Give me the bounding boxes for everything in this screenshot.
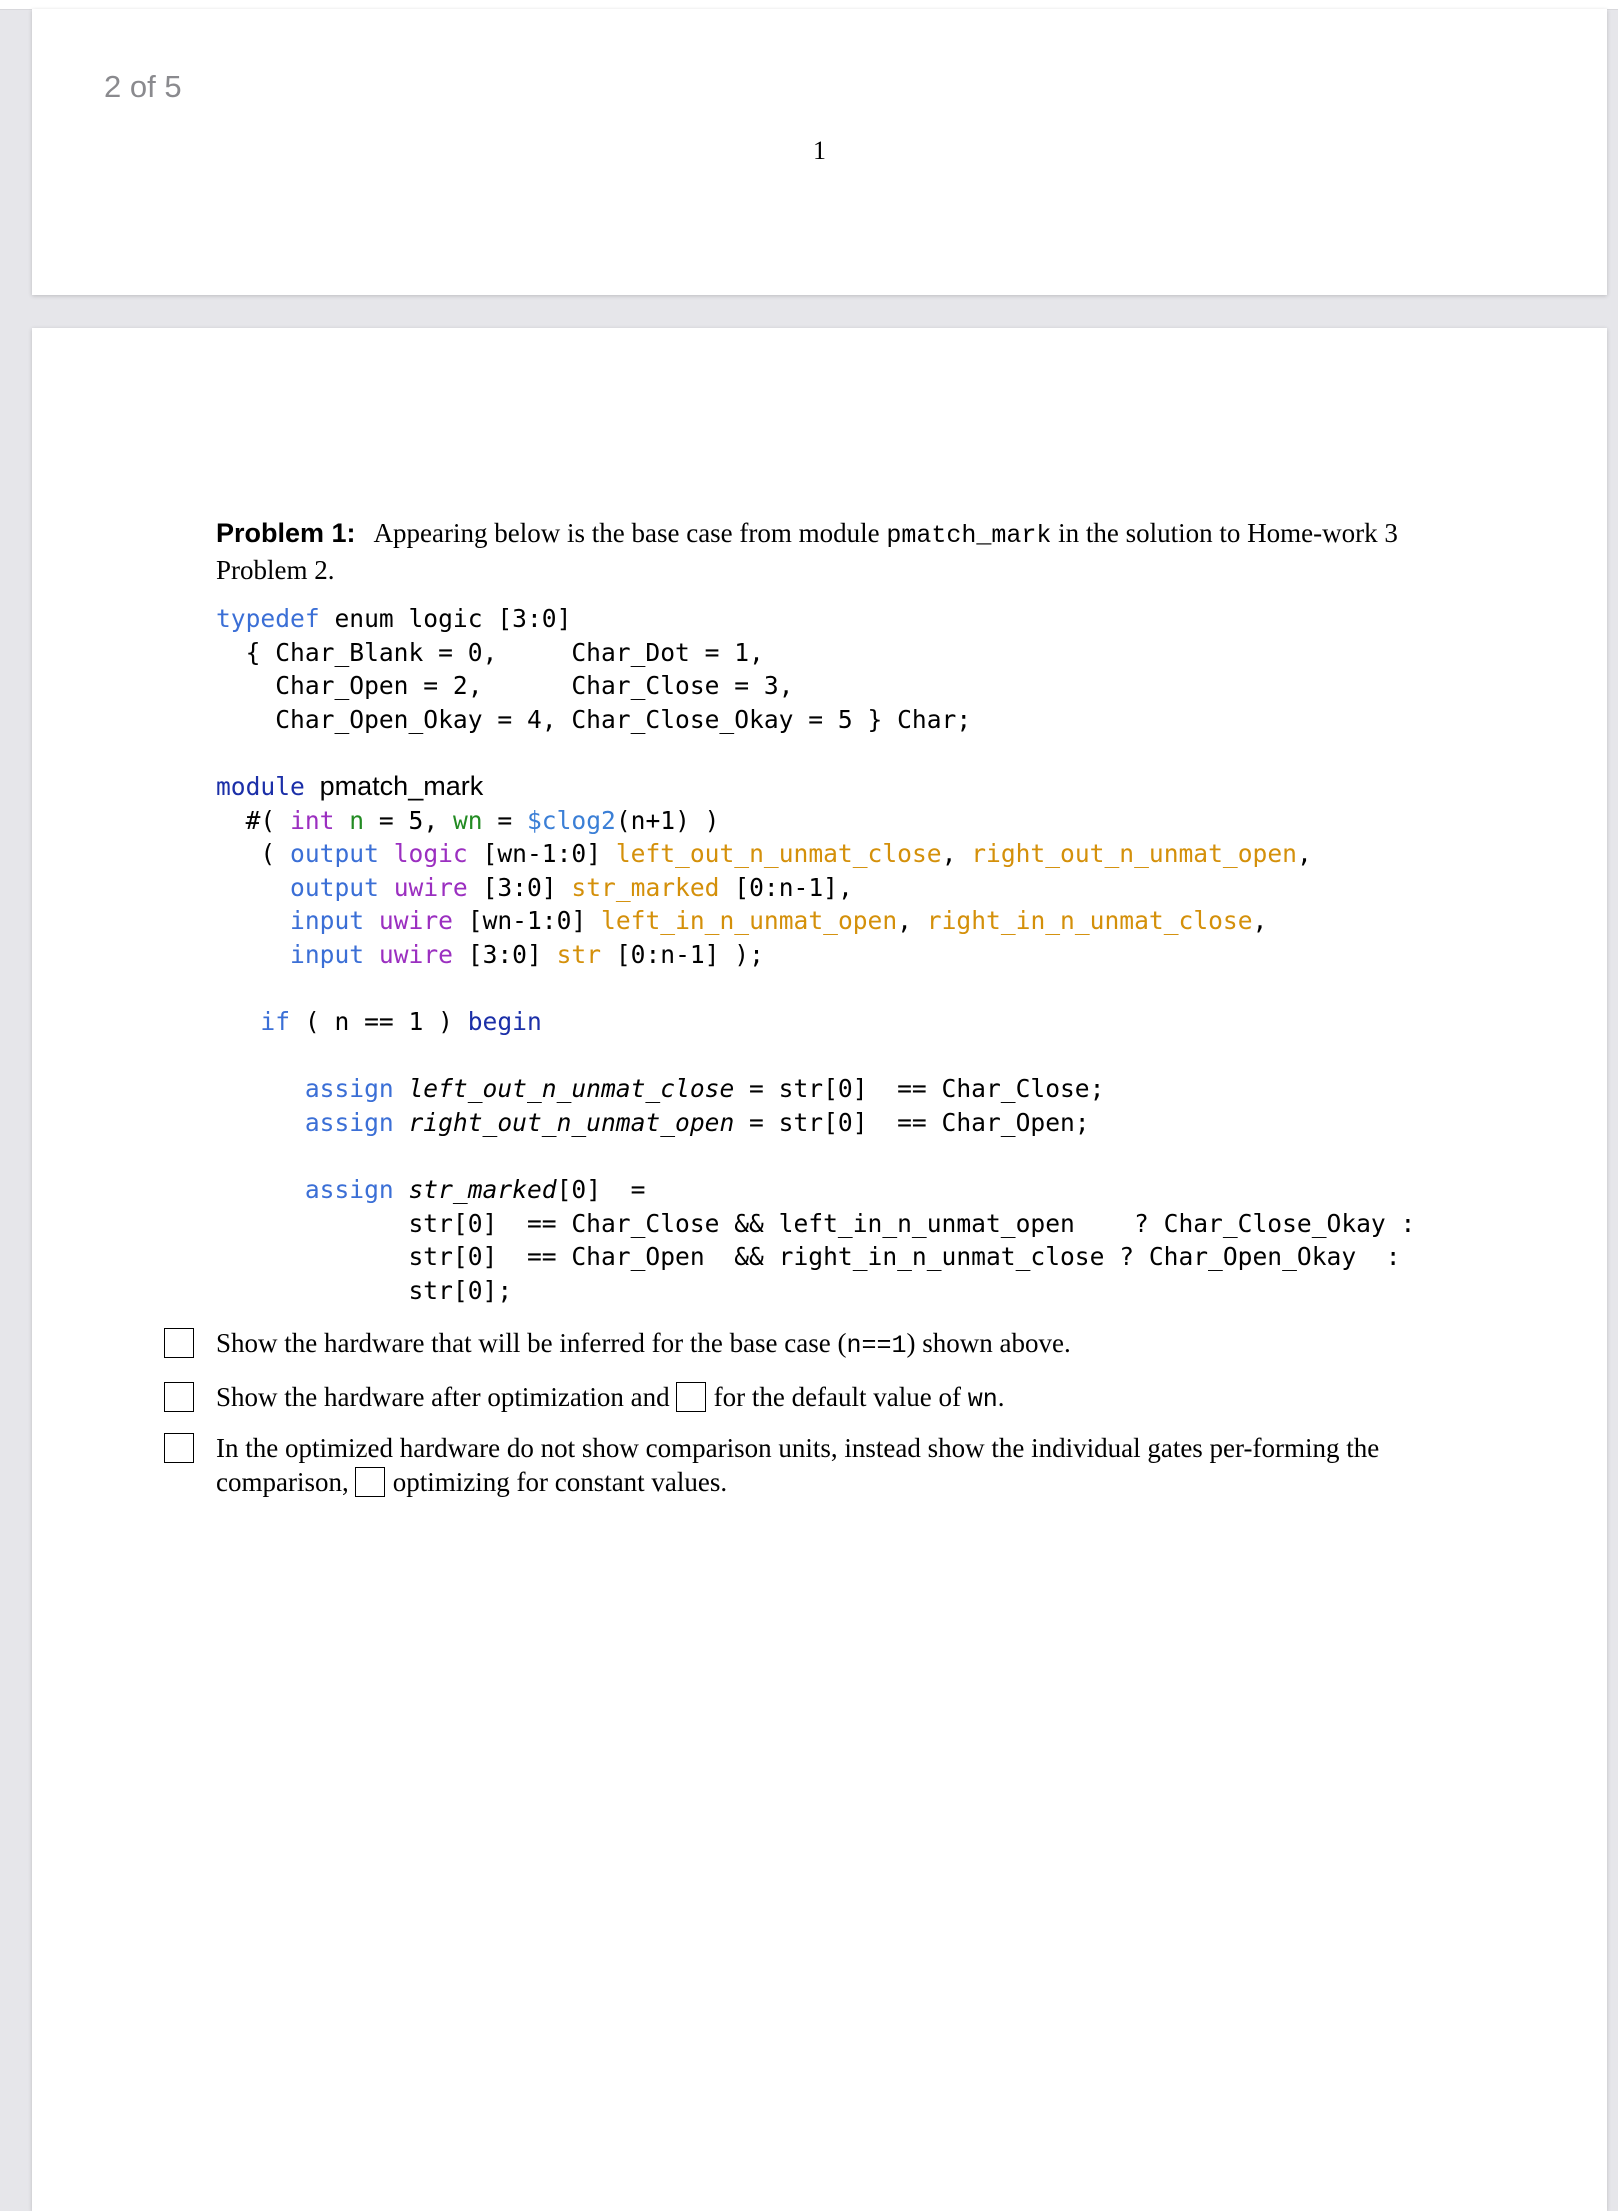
code-type: uwire xyxy=(378,906,453,936)
code-token: [0:n-1] ); xyxy=(601,939,764,969)
code-token: = str[0] == Char_Open; xyxy=(734,1107,1090,1137)
task-text: ) shown above. xyxy=(906,1328,1071,1358)
code-keyword: if xyxy=(260,1007,291,1037)
problem-text-after: in the solution to Home-work 3 Problem 2. xyxy=(216,518,1398,585)
code-type: uwire xyxy=(393,872,468,902)
code-keyword: input xyxy=(290,906,365,936)
code-line: str[0]; xyxy=(408,1275,513,1305)
problem-text-before: Appearing below is the base case from module xyxy=(373,518,880,548)
code-type: logic xyxy=(393,839,468,869)
code-keyword: assign xyxy=(304,1074,394,1104)
code-keyword: input xyxy=(290,939,365,969)
code-token: [3:0] xyxy=(467,872,572,902)
code-port: left_out_n_unmat_close xyxy=(615,839,942,869)
module-name: pmatch_mark xyxy=(319,771,484,801)
typedef-code-block xyxy=(216,602,971,736)
code-type: uwire xyxy=(378,939,453,969)
inline-checkbox[interactable] xyxy=(676,1382,706,1412)
code-keyword: begin xyxy=(467,1007,542,1037)
code-line: str[0] == Char_Open && right_in_n_unmat_close ? Char_Open_Okay : xyxy=(408,1242,1401,1272)
problem-statement xyxy=(216,516,1426,587)
code-token: [3:0] xyxy=(452,939,557,969)
code-keyword: assign xyxy=(304,1107,394,1137)
code-token: [wn-1:0] xyxy=(467,839,616,869)
page-number: 1 xyxy=(813,136,826,165)
code-token: ( xyxy=(260,839,291,869)
code-token: [0] = xyxy=(556,1175,646,1205)
task-code: wn xyxy=(967,1385,998,1414)
code-token: , xyxy=(897,906,927,936)
code-identifier: str_marked xyxy=(408,1175,557,1205)
code-token: (n+1) ) xyxy=(615,805,720,835)
task-text: In the optimized hardware do not show comparison units, instead show the individual gates per-forming the comparison, xyxy=(216,1433,1380,1497)
code-type: int xyxy=(290,805,335,835)
code-keyword: assign xyxy=(304,1175,394,1205)
code-token: ( n == 1 ) xyxy=(290,1007,468,1037)
task-item xyxy=(216,1380,1446,1417)
task-item xyxy=(216,1326,1446,1363)
code-line: Char_Open = 2, Char_Close = 3, xyxy=(216,671,794,701)
task-text: optimizing for constant values. xyxy=(392,1467,728,1497)
code-port: right_out_n_unmat_open xyxy=(971,839,1297,869)
code-sysfunc: $clog2 xyxy=(527,805,616,835)
task-checkbox[interactable] xyxy=(164,1328,194,1358)
code-token: , xyxy=(1296,839,1312,869)
code-identifier: left_out_n_unmat_close xyxy=(408,1074,735,1104)
code-keyword: module xyxy=(216,772,305,801)
code-identifier: right_out_n_unmat_open xyxy=(408,1107,735,1137)
task-text: . xyxy=(997,1382,1005,1412)
problem-label: Problem 1: xyxy=(216,518,356,548)
code-token: [0:n-1], xyxy=(719,872,853,902)
task-text: Show the hardware that will be inferred for the base case ( xyxy=(216,1328,847,1358)
code-token: = str[0] == Char_Close; xyxy=(734,1074,1105,1104)
task-item xyxy=(216,1431,1446,1499)
task-checkbox[interactable] xyxy=(164,1382,194,1412)
code-line: { Char_Blank = 0, Char_Dot = 1, xyxy=(216,637,764,667)
code-port: left_in_n_unmat_open xyxy=(601,906,898,936)
task-text: Show the hardware after optimization and xyxy=(216,1382,670,1412)
code-line: Char_Open_Okay = 4, Char_Close_Okay = 5 } Char; xyxy=(216,704,972,734)
code-line: str[0] == Char_Close && left_in_n_unmat_open ? Char_Close_Okay : xyxy=(408,1208,1416,1238)
code-param: wn xyxy=(452,805,483,835)
code-token: [wn-1:0] xyxy=(452,906,602,936)
document-page-1 xyxy=(32,9,1607,295)
code-param: n xyxy=(349,805,365,835)
code-line: enum logic [3:0] xyxy=(319,604,572,633)
problem-module-name: pmatch_mark xyxy=(886,521,1052,550)
code-port: str_marked xyxy=(571,872,720,902)
page-indicator: 2 of 5 xyxy=(104,69,182,104)
task-code: n==1 xyxy=(846,1331,907,1360)
inline-checkbox[interactable] xyxy=(355,1467,385,1497)
code-keyword: output xyxy=(290,872,379,902)
code-keyword: output xyxy=(290,839,379,869)
task-text: for the default value of xyxy=(713,1382,961,1412)
code-keyword: typedef xyxy=(216,604,320,633)
code-token: , xyxy=(941,839,972,869)
code-token: #( xyxy=(245,805,276,835)
task-checkbox[interactable] xyxy=(164,1433,194,1463)
code-token: , xyxy=(1252,906,1268,936)
code-token: = 5, xyxy=(364,805,453,835)
code-token: = xyxy=(482,805,527,835)
code-port: right_in_n_unmat_close xyxy=(926,906,1253,936)
code-port: str xyxy=(556,939,602,969)
module-code-block xyxy=(216,770,1415,1308)
